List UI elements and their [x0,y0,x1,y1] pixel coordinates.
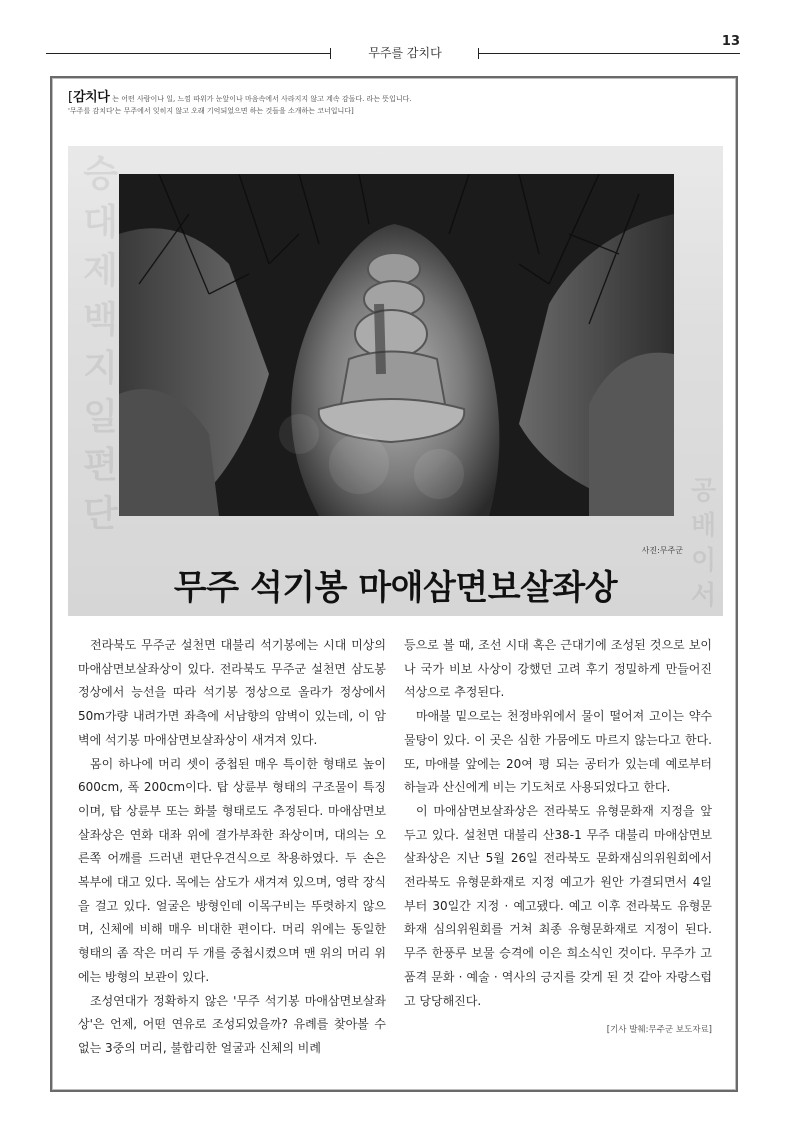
paragraph: 등으로 볼 때, 조선 시대 혹은 근대기에 조성된 것으로 보이나 국가 비보 사상이 강했던 고려 후기 정밀하게 만들어진 석상으로 추정된다. [404,638,712,700]
intro-description: '무주를 감치다'는 무주에서 잊히지 않고 오래 기억되었으면 하는 것들을 소개하는 코너입니다] [68,107,354,115]
intro-box [68,92,718,117]
photo-credit: 사진:무주군 [641,546,683,555]
article-column-left [78,634,386,1061]
paragraph: 마애불 밑으로는 천정바위에서 물이 떨어져 고이는 약수물탕이 있다. 이 곳은 심한 가뭄에도 마르지 않는다고 한다. 또, 마애불 앞에는 20여 평 되는 공터가 있는데 예로부터 하늘과 산신에게 비는 기도처로 사용되었다고 한다. [404,709,712,795]
intro-definition: 는 어떤 사람이나 일, 느낌 따위가 눈앞이나 마음속에서 사라지지 않고 계속 감돌다. 라는 뜻입니다. [112,95,412,103]
article-title: 무주 석기봉 마애삼면보살좌상 [173,568,618,608]
running-header [46,40,740,64]
intro-definition-line [68,92,718,105]
source-note: [기사 발췌:무주군 보도자료] [606,1025,712,1036]
intro-open-bracket: [ [68,90,74,105]
rock-carving-illustration [119,174,674,516]
buddha-rock-photo [119,174,674,516]
paragraph: 조성연대가 정확하지 않은 '무주 석기봉 마애삼면보살좌상'은 언제, 어떤 연유로 조성되었을까? 유례를 찾아볼 수 없는 3중의 머리, 불합리한 얼굴과 신체의 비례 [78,993,386,1055]
background-calligraphy-right: 공 배 이 서 [686,476,716,608]
article-column-right [404,634,712,1061]
header-rule-right [478,53,740,54]
intro-keyword: 감치다 [73,90,110,105]
article-body [78,634,712,1061]
photo-section [68,146,723,616]
page-number: 13 [721,34,740,49]
background-calligraphy-left: 승 대 제 백 지 일 편 단 [77,154,118,530]
paragraph: 이 마애삼면보살좌상은 전라북도 유형문화재 지정을 앞두고 있다. 설천면 대불리 산38-1 무주 대불리 마애삼면보살좌상은 지난 5월 26일 전라북도 문화재심의위원회에서 전라북도 유형문화재로 지정 예고가 원안 가결되면서 4일부터 30일간 지정 · 예고됐다. 예고 이후 전라북도 유형문화재 심의위원회를 거쳐 최종 유형문화재로 지정이 된다. 무주 한풍루 보물 승격에 이은 희소식인 것이다. 무주가 고품격 문화 · 예술 · 역사의 긍지를 갖게 된 것 같아 자랑스럽고 당당해진다. [404,803,712,1008]
header-rule-left [46,53,331,54]
section-title: 무주를 감치다 [368,46,442,60]
paragraph: 전라북도 무주군 설천면 대불리 석기봉에는 시대 미상의 마애삼면보살좌상이 있다. 전라북도 무주군 설천면 삼도봉 정상에서 능선을 따라 석기봉 정상으로 올라가 정상에서 50m가량 내려가면 좌측에 서남향의 암벽이 있는데, 이 암벽에 석기봉 마애삼면보살좌상이 새겨져 있다. [78,638,386,747]
paragraph: 몸이 하나에 머리 셋이 중첩된 매우 특이한 형태로 높이 600cm, 폭 200cm이다. 탑 상륜부 형태의 구조물이 특징이며, 탑 상륜부 또는 화불 형태로도 추정된다. 마애삼면보살좌상은 연화 대좌 위에 결가부좌한 좌상이며, 대의는 오른쪽 어깨를 드러낸 편단우견식으로 착용하였다. 두 손은 복부에 대고 있다. 목에는 삼도가 새겨져 있으며, 영락 장식을 걸고 있다. 얼굴은 방형인데 이목구비는 뚜렷하지 않으며, 신체에 비해 매우 비대한 편이다. 머리 위에는 동일한 형태의 좀 작은 머리 두 개를 중첩시켰으며 맨 위의 머리 위에는 방형의 보관이 있다. [78,756,386,984]
